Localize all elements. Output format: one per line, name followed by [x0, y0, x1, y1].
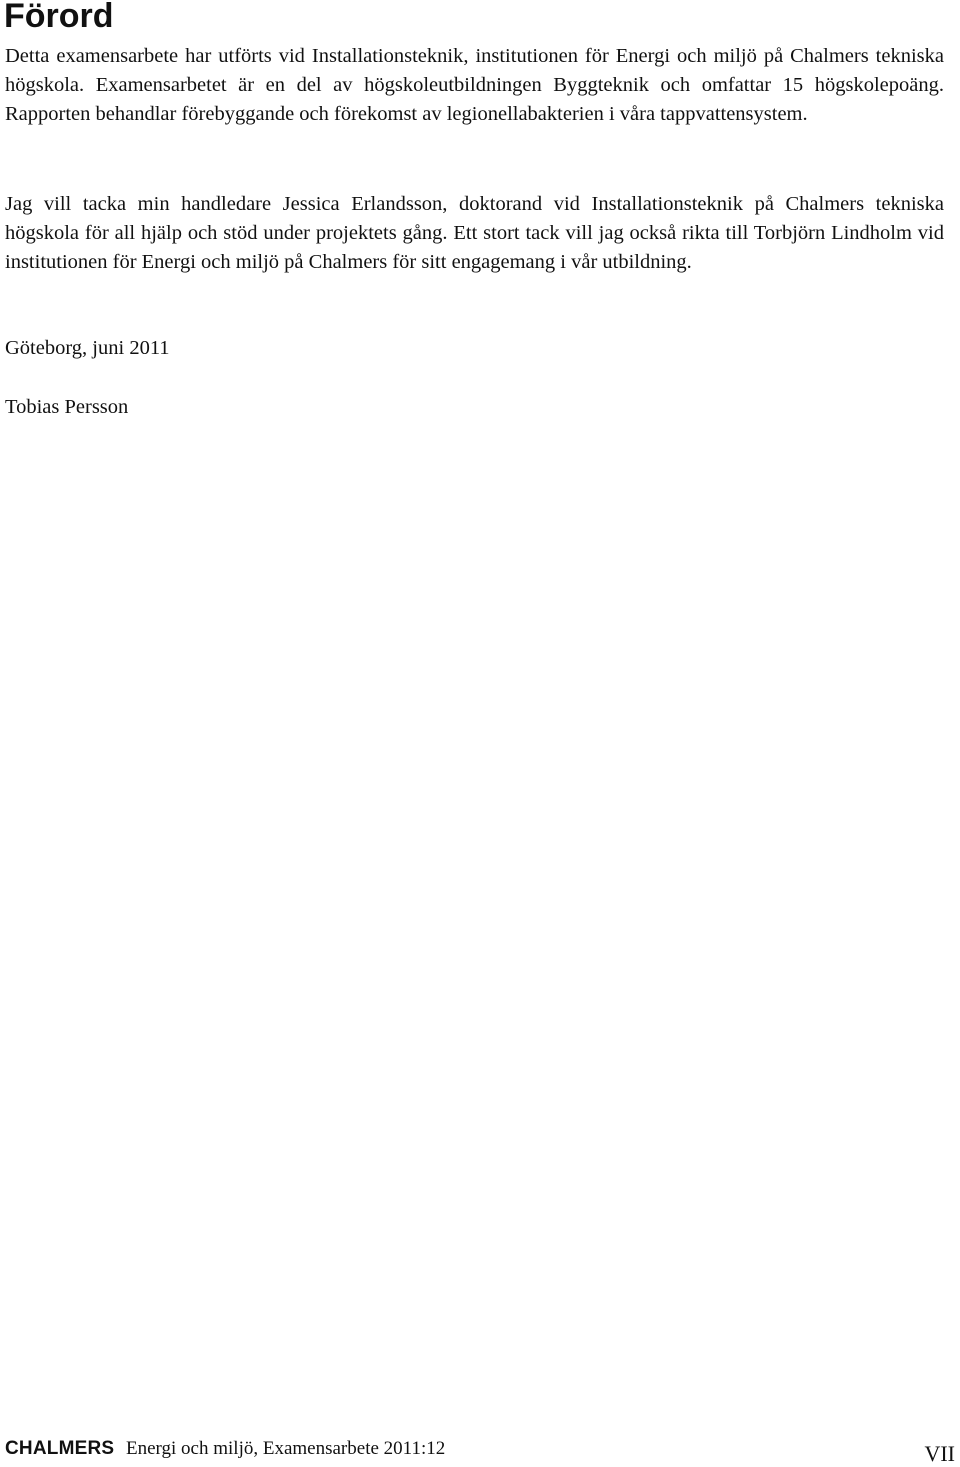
author-name: Tobias Persson [5, 396, 129, 418]
page-footer [5, 1436, 955, 1466]
paragraph-acknowledgements: Jag vill tacka min handledare Jessica Erlandsson, doktorand vid Installationsteknik på Chalmers tekniska högskola för all hjälp och stöd under projektets gång. Ett stort tack vill jag också rikta till Torbjörn Lindholm vid institutionen för Energi och miljö på Chalmers för sitt engagemang i vår utbildning. [5, 193, 944, 273]
paragraph-introduction: Detta examensarbete har utförts vid Installationsteknik, institutionen för Energi och miljö på Chalmers tekniska högskola. Examensarbetet är en del av högskoleutbildningen Byggteknik och omfattar 15 högskolepoäng. Rapporten behandlar förebyggande och förekomst av legionellabakterien i våra tappvattensystem. [5, 45, 944, 125]
footer-publication-info: Energi och miljö, Examensarbete 2011:12 [126, 1438, 446, 1459]
page-title: Förord [4, 0, 114, 35]
place-and-date: Göteborg, juni 2011 [5, 337, 170, 359]
page-number: VII [924, 1441, 955, 1466]
footer-brand: CHALMERS [5, 1438, 115, 1459]
